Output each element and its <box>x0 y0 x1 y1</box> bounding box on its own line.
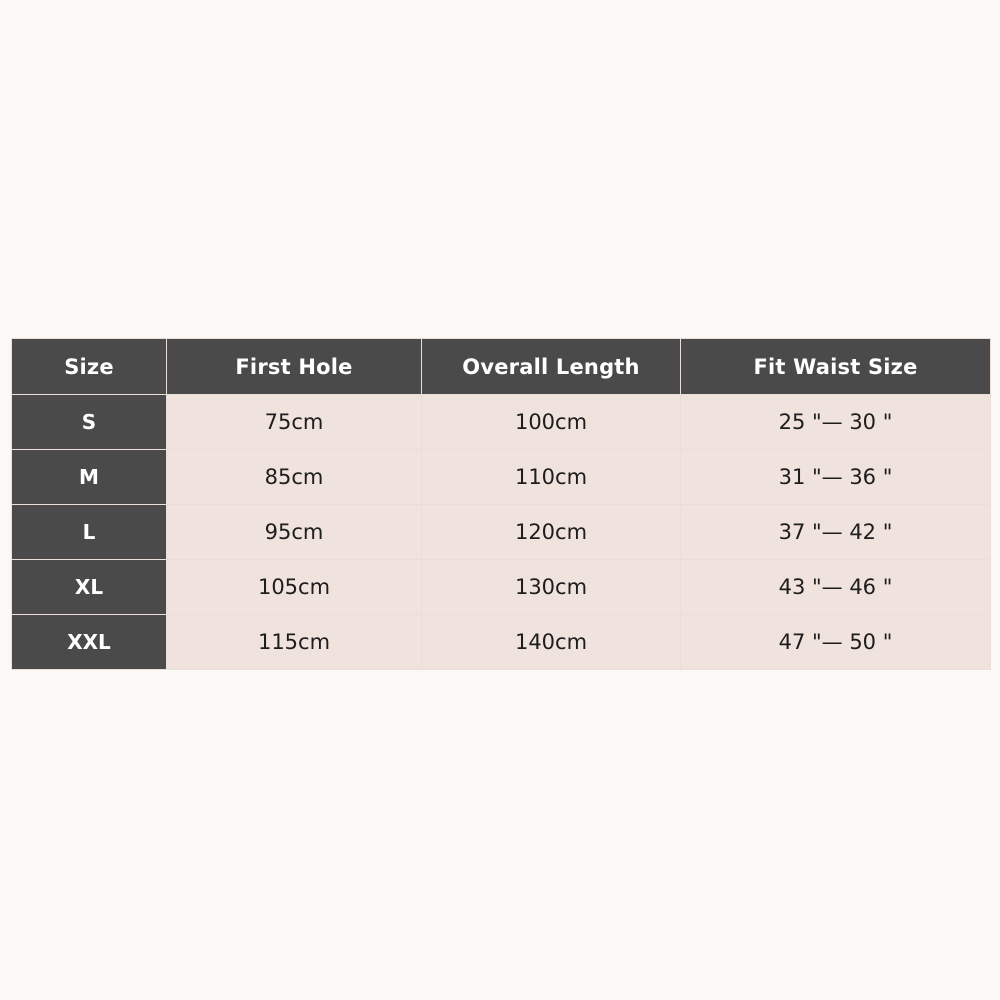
table-header-row <box>12 339 991 395</box>
table-header <box>12 339 991 395</box>
column-header-overall-length: Overall Length <box>422 339 681 395</box>
cell-overall-length: 110cm <box>422 450 681 505</box>
cell-size: L <box>12 505 167 560</box>
cell-size: M <box>12 450 167 505</box>
cell-overall-length: 100cm <box>422 395 681 450</box>
table-row <box>12 395 991 450</box>
cell-overall-length: 130cm <box>422 560 681 615</box>
cell-fit-waist: 31 "— 36 " <box>681 450 991 505</box>
cell-first-hole: 75cm <box>167 395 422 450</box>
cell-first-hole: 105cm <box>167 560 422 615</box>
cell-size: XXL <box>12 615 167 670</box>
size-chart-container <box>11 338 990 670</box>
table-row <box>12 615 991 670</box>
column-header-first-hole: First Hole <box>167 339 422 395</box>
cell-fit-waist: 37 "— 42 " <box>681 505 991 560</box>
cell-first-hole: 115cm <box>167 615 422 670</box>
cell-fit-waist: 43 "— 46 " <box>681 560 991 615</box>
cell-first-hole: 85cm <box>167 450 422 505</box>
cell-fit-waist: 47 "— 50 " <box>681 615 991 670</box>
cell-overall-length: 120cm <box>422 505 681 560</box>
cell-overall-length: 140cm <box>422 615 681 670</box>
table-body <box>12 395 991 670</box>
cell-fit-waist: 25 "— 30 " <box>681 395 991 450</box>
column-header-size: Size <box>12 339 167 395</box>
cell-size: XL <box>12 560 167 615</box>
cell-first-hole: 95cm <box>167 505 422 560</box>
column-header-fit-waist-size: Fit Waist Size <box>681 339 991 395</box>
table-row <box>12 560 991 615</box>
cell-size: S <box>12 395 167 450</box>
table-row <box>12 505 991 560</box>
table-row <box>12 450 991 505</box>
size-chart-table <box>11 338 991 670</box>
